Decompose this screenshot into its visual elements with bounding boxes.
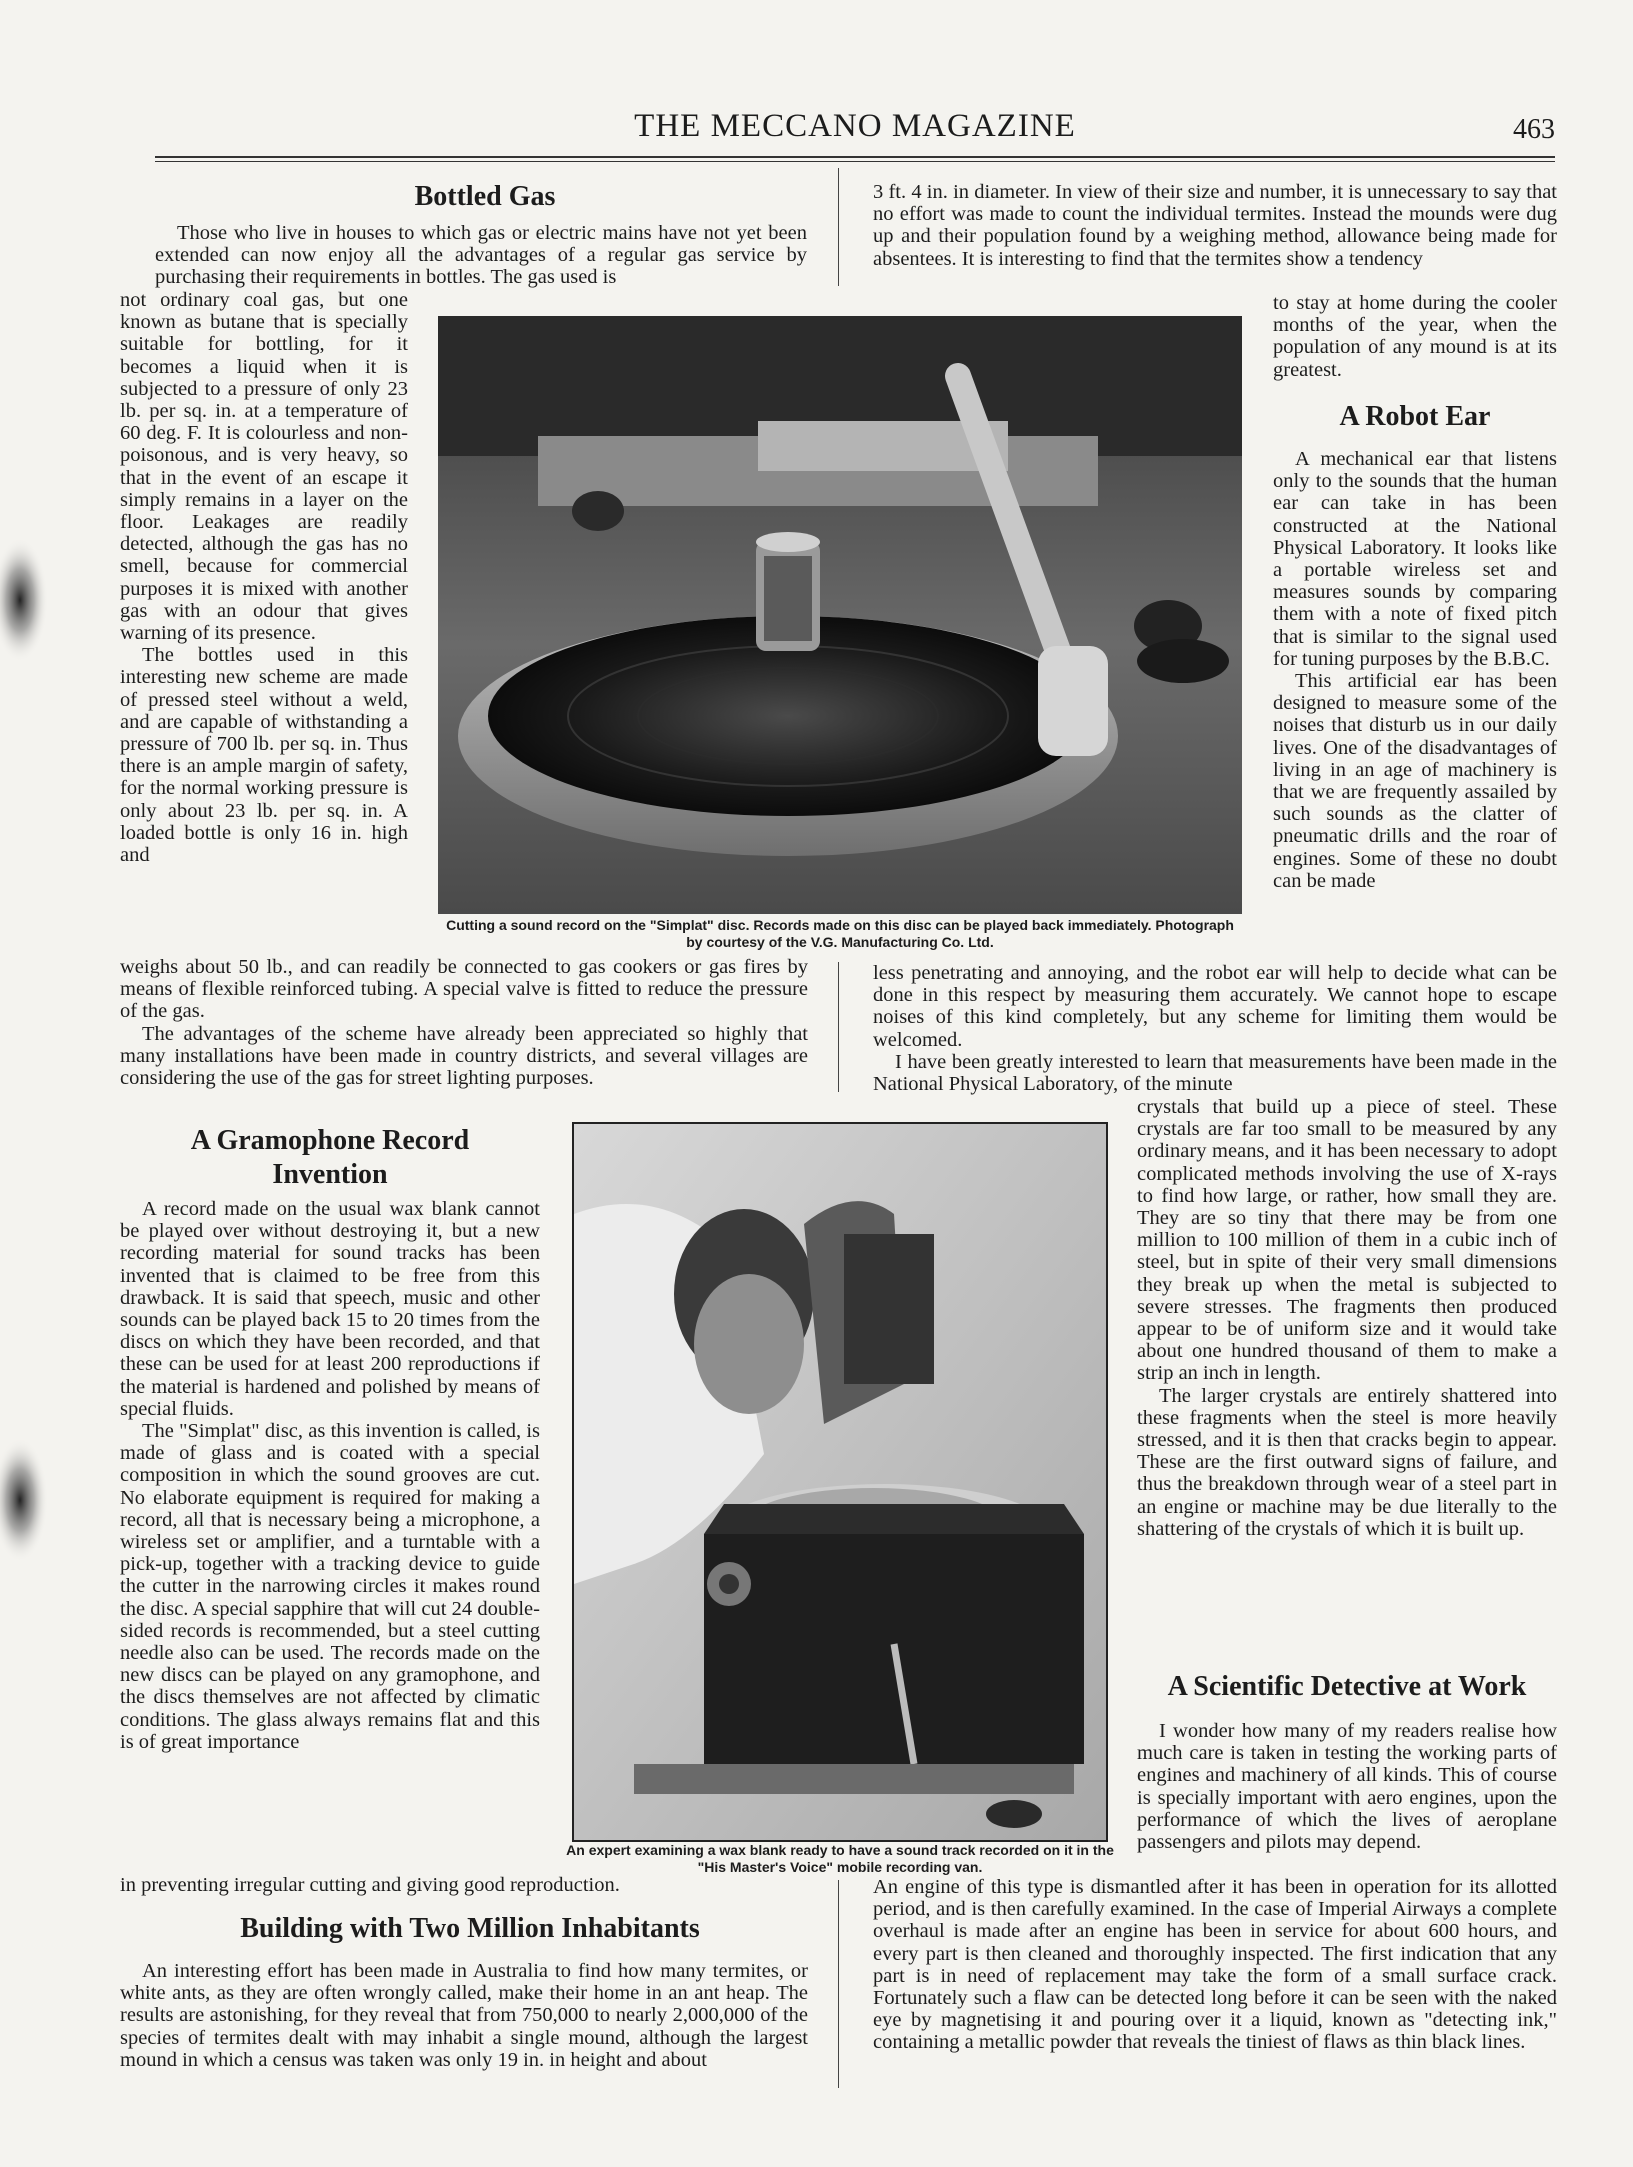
masthead bbox=[155, 108, 1555, 150]
simplat-disc-caption: Cutting a sound record on the "Simplat" disc. Records made on this disc can be played back immediately. Photograph by courtesy of the V.G. Manufacturing Co. Ltd. bbox=[446, 917, 1234, 950]
gramophone-text: A record made on the usual wax blank cannot be played over without destroying it, but a new recording material for sound tracks has been invented that is claimed to be free from this drawback. It is said that speech, music and other sounds can be played back 15 to 20 times from the discs on which they have been recorded, and that these can be used for at least 200 reproductions if the material is hardened and polished by means of special fluids. The "Simplat" disc, as this invention is called, is made of glass and is coated with a special composition in which the sound grooves are cut. No elaborate equipment is required for making a record, all that is necessary being a microphone, a wireless set or amplifier, and a turntable with a pick-up, together with a tracking device to guide the cutter in the narrowing circles it makes round the disc. A special sapphire that will cut 24 double-sided records is recommended, but a steel cutting needle also can be used. The records made on the new discs can be played on any gramophone, and the discs themselves are not affected by climatic conditions. The glass always remains flat and this is of great importance bbox=[120, 1198, 540, 1753]
hole-punch-icon bbox=[0, 1430, 60, 1570]
gramophone-text-end: in preventing irregular cutting and giving good reproduction. bbox=[120, 1874, 620, 1896]
robot-ear-text: A mechanical ear that listens only to the sounds that the human ear can take in has been constructed at the National Physical Laboratory. It looks like a portable wireless set and measures sounds by comparing them with a note of fixed pitch that is similar to the signal used for tuning purposes by the B.B.C. This artificial ear has been designed to measure some of the noises that disturb us in our daily lives. One of the disadvantages of living in an age of machinery is that we are frequently assailed by such sounds as the clatter of pneumatic drills and the roar of engines. Some of these no doubt can be made bbox=[1273, 448, 1557, 892]
magazine-title: THE MECCANO MAGAZINE bbox=[634, 108, 1076, 144]
bottled-gas-heading: Bottled Gas bbox=[414, 181, 556, 212]
simplat-disc-photo bbox=[438, 316, 1242, 914]
detective-text-wide: An engine of this type is dismantled after it has been in operation for its allotted period, and is then carefully examined. In the case of Imperial Airways a complete overhaul is made after an engine has been in service for about 600 hours, and every part is then cleaned and thoroughly inspected. The first indication that any part is in need of replacement may take the form of a small surface crack. Fortunately such a flaw can be detected long before it can be seen with the naked eye by magnetising it and pouring over it a liquid, known as "detecting ink," containing a metallic powder that reveals the tiniest of flaws as thin black lines. bbox=[873, 1876, 1557, 2054]
bottled-gas-wrap: not ordinary coal gas, but one known as butane that is specially suitable for bottling, for it becomes a liquid when it is subjected to a pressure of only 23 lb. per sq. in. at a temperature of 60 deg. F. It is colourless and non-poisonous, and is very heavy, so that in the event of an escape it simply remains in a layer on the floor. Leakages are readily detected, although the gas has no smell, because for commercial purposes it is mixed with another gas with an odour that gives warning of its presence. The bottles used in this interesting new scheme are made of pressed steel without a weld, and are capable of withstanding a pressure of 700 lb. per sq. in. Thus there is an ample margin of safety, for the normal working pressure is only about 23 lb. per sq. in. A loaded bottle is only 16 in. high and bbox=[120, 289, 408, 867]
termites-continued-top: 3 ft. 4 in. in diameter. In view of their size and number, it is unnecessary to say that no effort was made to count the individual termites. Instead the mounds were dug up and their population found by a weighing method, allowance being made for absentees. It is interesting to find that the termites show a tendency bbox=[873, 181, 1557, 270]
robot-ear-text-wide: less penetrating and annoying, and the robot ear will help to decide what can be done in this respect by measuring them accurately. We cannot hope to escape noises of this kind completely, but any scheme for limiting them would be welcomed. I have been greatly interested to learn that measurements have been made in the National Physical Laboratory, of the minute bbox=[873, 962, 1557, 1096]
column-divider-middle bbox=[838, 962, 839, 1092]
hole-punch-icon bbox=[0, 530, 60, 670]
detective-text: I wonder how many of my readers realise how much care is taken in testing the working parts of engines and machinery of all kinds. This of course is specially important with aero engines, upon the performance of which the lives of aeroplane passengers and pilots may depend. bbox=[1137, 1720, 1557, 1854]
recording-van-photo bbox=[572, 1122, 1108, 1842]
detective-heading: A Scientific Detective at Work bbox=[1167, 1671, 1527, 1702]
page-number: 463 bbox=[1513, 114, 1555, 145]
bottled-gas-intro: Those who live in houses to which gas or electric mains have not yet been extended can now enjoy all the advantages of a regular gas service by purchasing their requirements in bottles. The gas used is bbox=[155, 222, 807, 289]
robot-ear-heading: A Robot Ear bbox=[1339, 401, 1491, 432]
gramophone-heading: A Gramophone Record Invention bbox=[190, 1125, 470, 1190]
column-divider-bottom bbox=[838, 1880, 839, 2088]
termites-heading: Building with Two Million Inhabitants bbox=[240, 1913, 700, 1944]
termites-text: An interesting effort has been made in Australia to find how many termites, or white ants, as they are often wrongly called, make their home in an ant heap. The results are astonishing, for they reveal that from 750,000 to nearly 2,000,000 of the species of termites dealt with may inhabit a single mound, although the largest mound in which a census was taken was only 19 in. in height and about bbox=[120, 1960, 808, 2071]
recording-van-caption: An expert examining a wax blank ready to have a sound track recorded on it in the "His Master's Voice" mobile recording van. bbox=[566, 1842, 1114, 1875]
robot-ear-crystals-text: crystals that build up a piece of steel. These crystals are far too small to be measured by any ordinary means, and it has been necessary to adopt complicated methods involving the use of X-rays to find how large, or rather, how small they are. They are so tiny that there may be from one million to 100 million of them in a cubic inch of steel, but in spite of their very small dimensions they break up when the metal is subjected to severe stresses. The fragments then produced appear to be of uniform size and it would take about one hundred thousand of them to make a strip an inch in length. The larger crystals are entirely shattered into these fragments when the steel is more heavily stressed, and it is then that cracks begin to appear. These are the first outward signs of failure, and thus the breakdown through wear of a steel part in an engine or machine may be due literally to the shattering of the crystals of which it is built up. bbox=[1137, 1096, 1557, 1540]
termites-continued-wrap: to stay at home during the cooler months of the year, when the population of any mound is at its greatest. bbox=[1273, 292, 1557, 381]
header-rule bbox=[155, 156, 1555, 158]
bottled-gas-after: weighs about 50 lb., and can readily be connected to gas cookers or gas fires by means of flexible reinforced tubing. A special valve is fitted to reduce the pressure of the gas. The advantages of the scheme have already been appreciated so highly that many installations have been made in country districts, and several villages are considering the use of the gas for street lighting purposes. bbox=[120, 956, 808, 1090]
column-divider-top bbox=[838, 168, 839, 286]
header-rule-thin bbox=[155, 161, 1555, 162]
